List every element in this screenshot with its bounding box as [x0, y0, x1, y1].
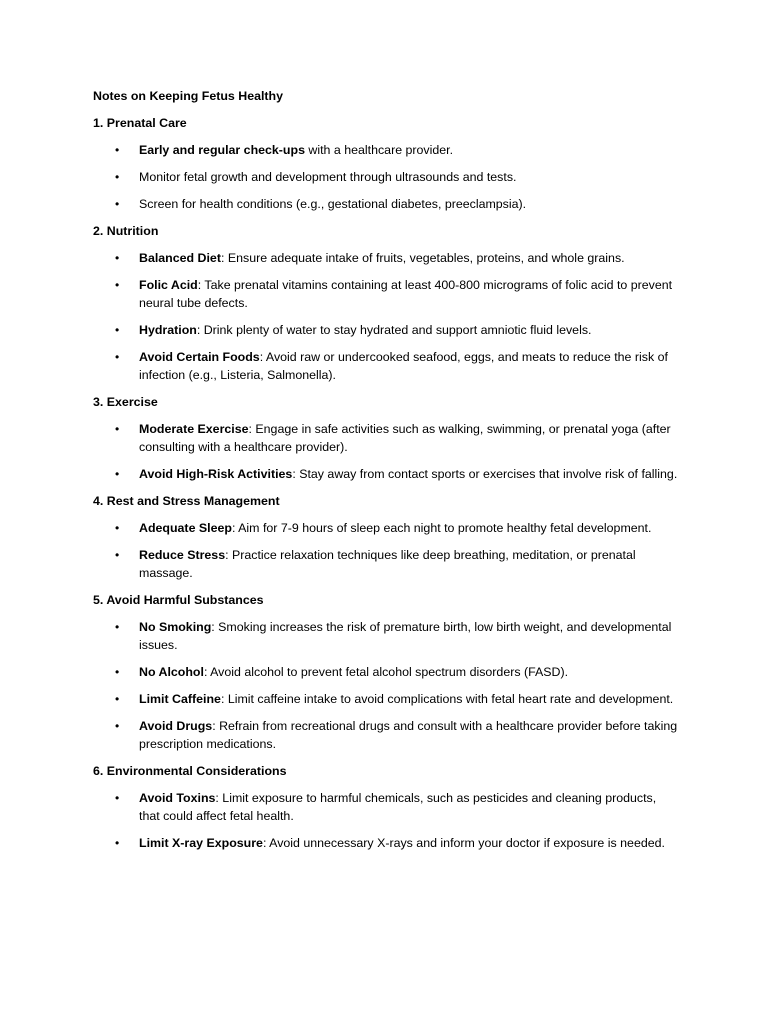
list-item: [93, 465, 678, 483]
item-text: : Drink plenty of water to stay hydrated and support amniotic fluid levels.: [196, 323, 592, 337]
list-item: [93, 789, 678, 825]
item-term: Balanced Diet: [139, 251, 221, 265]
item-term: Avoid Toxins: [139, 791, 216, 805]
bullet-icon: •: [115, 422, 120, 436]
item-text: : Avoid raw or undercooked seafood, eggs, and meats to reduce the risk of infection (e.g., Listeria, Salmonella).: [139, 350, 668, 382]
bullet-icon: •: [115, 278, 120, 292]
list-item: [93, 168, 678, 186]
item-text: : Limit exposure to harmful chemicals, such as pesticides and cleaning products, that could affect fetal health.: [139, 791, 657, 823]
item-term: Moderate Exercise: [139, 422, 249, 436]
section: [93, 222, 678, 384]
list-item: [93, 717, 678, 753]
item-text: : Aim for 7-9 hours of sleep each night to promote healthy fetal development.: [231, 521, 652, 535]
bullet-icon: •: [115, 620, 120, 634]
bullet-icon: •: [115, 467, 120, 481]
item-text: : Avoid unnecessary X-rays and inform your doctor if exposure is needed.: [262, 836, 665, 850]
section-heading: 5. Avoid Harmful Substances: [93, 593, 264, 607]
bullet-icon: •: [115, 665, 120, 679]
item-term: Avoid Drugs: [139, 719, 213, 733]
document-title: Notes on Keeping Fetus Healthy: [93, 89, 284, 103]
item-text: Monitor fetal growth and development through ultrasounds and tests.: [139, 170, 517, 184]
section-heading: 3. Exercise: [93, 395, 158, 409]
item-text: : Refrain from recreational drugs and consult with a healthcare provider before taking prescription medications.: [139, 719, 678, 751]
bullet-icon: •: [115, 692, 120, 706]
item-term: Folic Acid: [139, 278, 198, 292]
list-item: [93, 348, 678, 384]
list-item: [93, 276, 678, 312]
section-heading: 1. Prenatal Care: [93, 116, 187, 130]
section: [93, 591, 678, 753]
item-term: Reduce Stress: [139, 548, 226, 562]
list-item: [93, 420, 678, 456]
bullet-list: [93, 618, 678, 753]
list-item: [93, 195, 678, 213]
item-text: with a healthcare provider.: [304, 143, 454, 157]
bullet-list: [93, 420, 678, 483]
section: [93, 762, 678, 852]
list-item: [93, 834, 678, 852]
bullet-list: [93, 789, 678, 852]
document-sections: [93, 114, 678, 852]
bullet-list: [93, 141, 678, 213]
item-text: : Engage in safe activities such as walking, swimming, or prenatal yoga (after consulting with a healthcare provider).: [139, 422, 671, 454]
item-term: Limit X-ray Exposure: [139, 836, 263, 850]
list-item: [93, 519, 678, 537]
bullet-icon: •: [115, 548, 120, 562]
list-item: [93, 690, 678, 708]
bullet-icon: •: [115, 323, 120, 337]
item-text: : Take prenatal vitamins containing at least 400-800 micrograms of folic acid to prevent neural tube defects.: [139, 278, 673, 310]
bullet-icon: •: [115, 350, 120, 364]
item-text: : Limit caffeine intake to avoid complications with fetal heart rate and development.: [220, 692, 674, 706]
item-term: Limit Caffeine: [139, 692, 221, 706]
item-term: Hydration: [139, 323, 197, 337]
section-heading: 2. Nutrition: [93, 224, 159, 238]
list-item: [93, 321, 678, 339]
item-term: No Alcohol: [139, 665, 204, 679]
bullet-icon: •: [115, 521, 120, 535]
document-page: [93, 87, 678, 861]
item-term: No Smoking: [139, 620, 212, 634]
item-text: : Ensure adequate intake of fruits, vegetables, proteins, and whole grains.: [220, 251, 625, 265]
section: [93, 114, 678, 213]
item-text: : Smoking increases the risk of premature birth, low birth weight, and developmental issues.: [139, 620, 672, 652]
bullet-icon: •: [115, 791, 120, 805]
bullet-icon: •: [115, 251, 120, 265]
list-item: [93, 546, 678, 582]
item-term: Adequate Sleep: [139, 521, 232, 535]
bullet-icon: •: [115, 719, 120, 733]
item-term: Early and regular check-ups: [139, 143, 305, 157]
bullet-icon: •: [115, 197, 120, 211]
list-item: [93, 663, 678, 681]
section-heading: 4. Rest and Stress Management: [93, 494, 280, 508]
item-term: Avoid High-Risk Activities: [139, 467, 293, 481]
item-text: : Stay away from contact sports or exercises that involve risk of falling.: [292, 467, 678, 481]
section-heading: 6. Environmental Considerations: [93, 764, 287, 778]
item-text: : Practice relaxation techniques like deep breathing, meditation, or prenatal massage.: [139, 548, 636, 580]
bullet-icon: •: [115, 170, 120, 184]
bullet-list: [93, 519, 678, 582]
bullet-list: [93, 249, 678, 384]
section: [93, 492, 678, 582]
bullet-icon: •: [115, 836, 120, 850]
list-item: [93, 249, 678, 267]
item-term: Avoid Certain Foods: [139, 350, 260, 364]
item-text: : Avoid alcohol to prevent fetal alcohol spectrum disorders (FASD).: [203, 665, 569, 679]
bullet-icon: •: [115, 143, 120, 157]
list-item: [93, 618, 678, 654]
section: [93, 393, 678, 483]
item-text: Screen for health conditions (e.g., gestational diabetes, preeclampsia).: [139, 197, 527, 211]
list-item: [93, 141, 678, 159]
